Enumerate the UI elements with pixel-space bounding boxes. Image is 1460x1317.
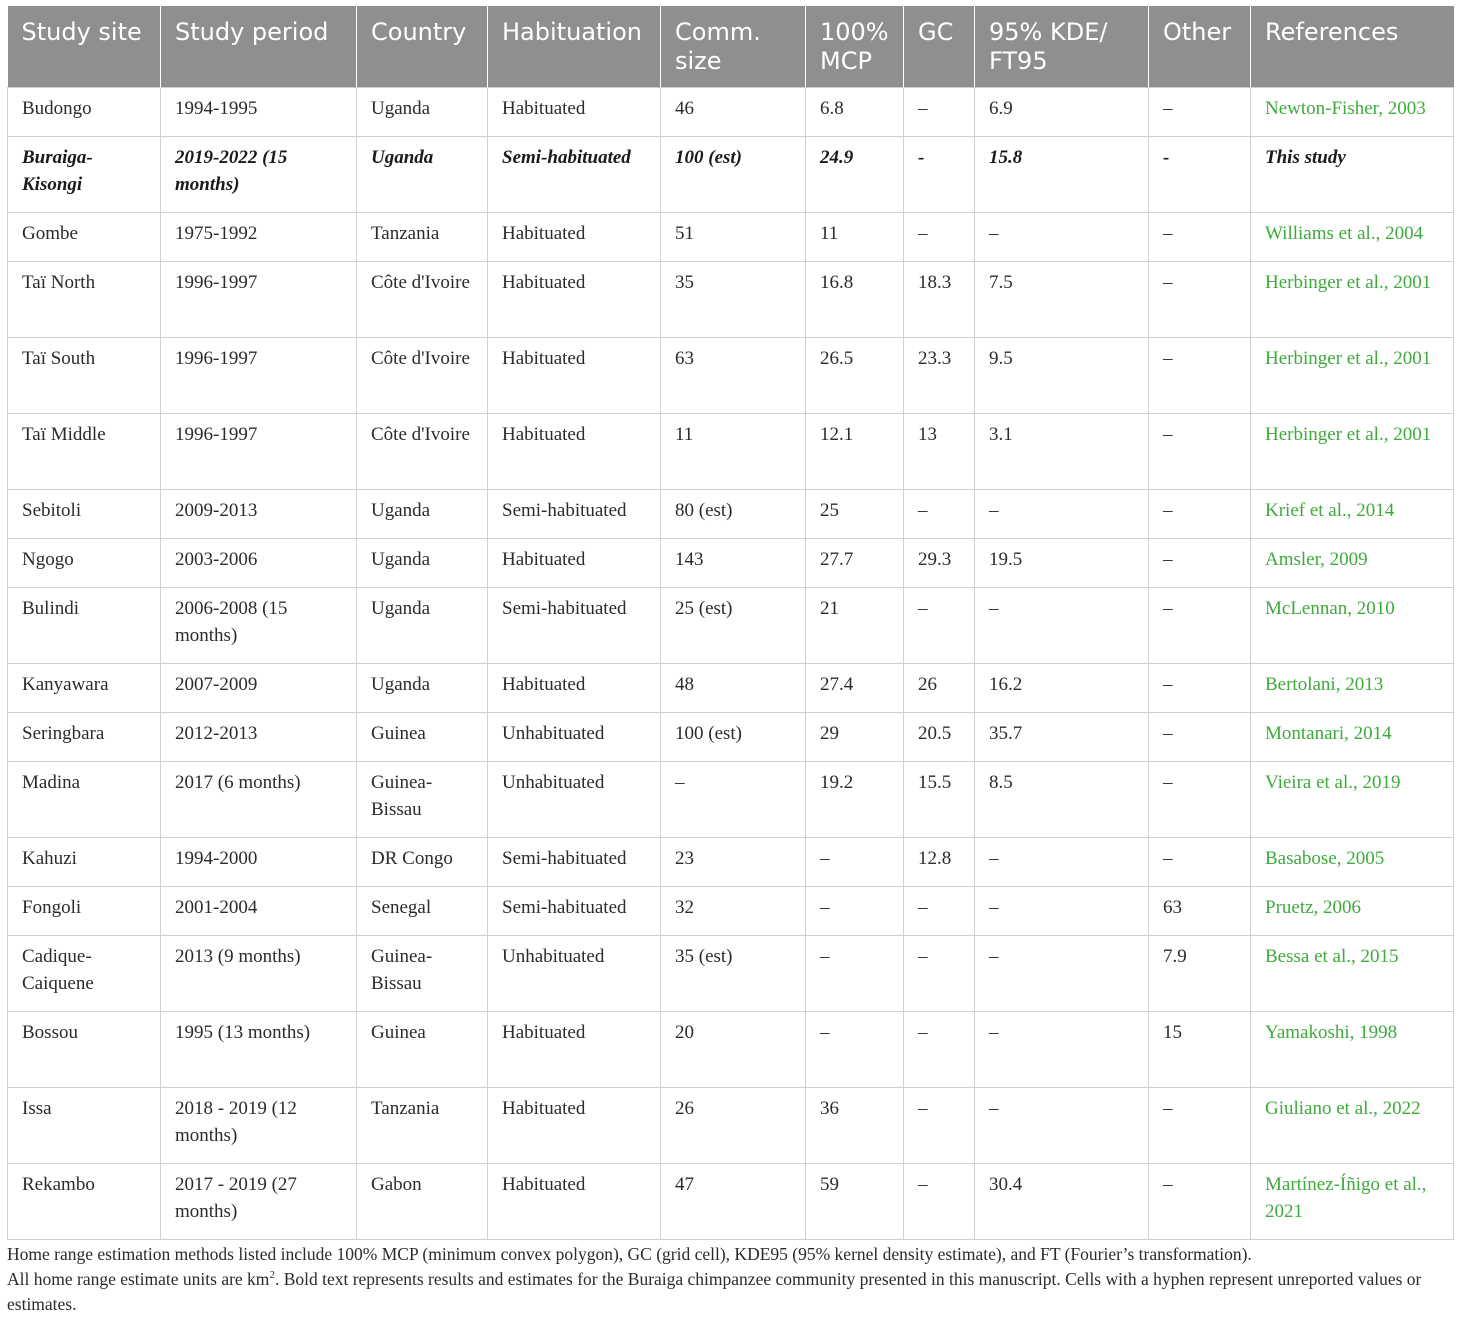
country-cell: Guinea bbox=[357, 713, 488, 762]
footnote-units bbox=[7, 1267, 1457, 1317]
footnote-methods: Home range estimation methods listed include 100% MCP (minimum convex polygon), GC (grid cell), KDE95 (95% kernel density estimate), and FT (Fourier’s transformation). bbox=[7, 1244, 1252, 1264]
table-row bbox=[8, 338, 1454, 414]
mcp-cell: 36 bbox=[806, 1088, 904, 1164]
period-cell: 1994-1995 bbox=[161, 88, 357, 137]
site-cell: Taï North bbox=[8, 262, 161, 338]
site-cell: Sebitoli bbox=[8, 490, 161, 539]
gc-cell: 12.8 bbox=[904, 838, 975, 887]
habituation-cell: Habituated bbox=[488, 338, 661, 414]
country-cell: Côte d'Ivoire bbox=[357, 338, 488, 414]
period-cell: 2009-2013 bbox=[161, 490, 357, 539]
reference-link[interactable]: Pruetz, 2006 bbox=[1251, 887, 1454, 936]
gc-cell: - bbox=[904, 137, 975, 213]
site-cell: Bossou bbox=[8, 1012, 161, 1088]
column-header-study-site: Study site bbox=[8, 6, 161, 88]
mcp-cell: 12.1 bbox=[806, 414, 904, 490]
gc-cell: – bbox=[904, 88, 975, 137]
comm-size-cell: – bbox=[661, 762, 806, 838]
habituation-cell: Semi-habituated bbox=[488, 838, 661, 887]
kde-cell: – bbox=[975, 213, 1149, 262]
reference-link[interactable]: McLennan, 2010 bbox=[1251, 588, 1454, 664]
table-row bbox=[8, 762, 1454, 838]
comm-size-cell: 63 bbox=[661, 338, 806, 414]
comm-size-cell: 100 (est) bbox=[661, 713, 806, 762]
kde-cell: – bbox=[975, 1088, 1149, 1164]
other-cell: – bbox=[1149, 88, 1251, 137]
column-header-gc: GC bbox=[904, 6, 975, 88]
table-row bbox=[8, 88, 1454, 137]
column-header-references: References bbox=[1251, 6, 1454, 88]
country-cell: Guinea-Bissau bbox=[357, 936, 488, 1012]
reference-link[interactable]: Herbinger et al., 2001 bbox=[1251, 414, 1454, 490]
reference-link[interactable]: Amsler, 2009 bbox=[1251, 539, 1454, 588]
habituation-cell: Habituated bbox=[488, 539, 661, 588]
comm-size-cell: 26 bbox=[661, 1088, 806, 1164]
other-cell: – bbox=[1149, 1164, 1251, 1240]
habituation-cell: Habituated bbox=[488, 664, 661, 713]
gc-cell: 26 bbox=[904, 664, 975, 713]
reference-link[interactable]: Basabose, 2005 bbox=[1251, 838, 1454, 887]
gc-cell: – bbox=[904, 490, 975, 539]
reference-link[interactable]: Montanari, 2014 bbox=[1251, 713, 1454, 762]
mcp-cell: 19.2 bbox=[806, 762, 904, 838]
period-cell: 2003-2006 bbox=[161, 539, 357, 588]
habituation-cell: Habituated bbox=[488, 1088, 661, 1164]
reference-link[interactable]: Vieira et al., 2019 bbox=[1251, 762, 1454, 838]
gc-cell: 23.3 bbox=[904, 338, 975, 414]
kde-cell: 16.2 bbox=[975, 664, 1149, 713]
site-cell: Buraiga-Kisongi bbox=[8, 137, 161, 213]
reference-link[interactable]: Herbinger et al., 2001 bbox=[1251, 262, 1454, 338]
other-cell: – bbox=[1149, 490, 1251, 539]
column-header-other: Other bbox=[1149, 6, 1251, 88]
other-cell: – bbox=[1149, 838, 1251, 887]
country-cell: Uganda bbox=[357, 88, 488, 137]
other-cell: - bbox=[1149, 137, 1251, 213]
gc-cell: – bbox=[904, 887, 975, 936]
comm-size-cell: 51 bbox=[661, 213, 806, 262]
gc-cell: 20.5 bbox=[904, 713, 975, 762]
table-row bbox=[8, 490, 1454, 539]
gc-cell: – bbox=[904, 1012, 975, 1088]
period-cell: 2012-2013 bbox=[161, 713, 357, 762]
gc-cell: 15.5 bbox=[904, 762, 975, 838]
other-cell: – bbox=[1149, 213, 1251, 262]
comm-size-cell: 23 bbox=[661, 838, 806, 887]
country-cell: Uganda bbox=[357, 588, 488, 664]
kde-cell: 15.8 bbox=[975, 137, 1149, 213]
reference-link[interactable]: Krief et al., 2014 bbox=[1251, 490, 1454, 539]
other-cell: – bbox=[1149, 414, 1251, 490]
other-cell: 63 bbox=[1149, 887, 1251, 936]
table-row bbox=[8, 664, 1454, 713]
table-row bbox=[8, 262, 1454, 338]
other-cell: – bbox=[1149, 664, 1251, 713]
period-cell: 1996-1997 bbox=[161, 338, 357, 414]
site-cell: Bulindi bbox=[8, 588, 161, 664]
mcp-cell: 25 bbox=[806, 490, 904, 539]
period-cell: 2017 (6 months) bbox=[161, 762, 357, 838]
site-cell: Rekambo bbox=[8, 1164, 161, 1240]
kde-cell: 6.9 bbox=[975, 88, 1149, 137]
site-cell: Madina bbox=[8, 762, 161, 838]
habituation-cell: Unhabituated bbox=[488, 936, 661, 1012]
home-range-table-container bbox=[7, 6, 1453, 1240]
country-cell: Côte d'Ivoire bbox=[357, 414, 488, 490]
reference-link[interactable]: Yamakoshi, 1998 bbox=[1251, 1012, 1454, 1088]
table-row bbox=[8, 1088, 1454, 1164]
habituation-cell: Habituated bbox=[488, 414, 661, 490]
mcp-cell: 16.8 bbox=[806, 262, 904, 338]
other-cell: – bbox=[1149, 262, 1251, 338]
country-cell: Guinea-Bissau bbox=[357, 762, 488, 838]
table-row bbox=[8, 588, 1454, 664]
period-cell: 2019-2022 (15 months) bbox=[161, 137, 357, 213]
habituation-cell: Unhabituated bbox=[488, 762, 661, 838]
mcp-cell: 27.7 bbox=[806, 539, 904, 588]
gc-cell: – bbox=[904, 1088, 975, 1164]
reference-link: This study bbox=[1251, 137, 1454, 213]
comm-size-cell: 35 bbox=[661, 262, 806, 338]
comm-size-cell: 143 bbox=[661, 539, 806, 588]
habituation-cell: Semi-habituated bbox=[488, 137, 661, 213]
column-header-habituation: Habituation bbox=[488, 6, 661, 88]
mcp-cell: – bbox=[806, 1012, 904, 1088]
period-cell: 2007-2009 bbox=[161, 664, 357, 713]
comm-size-cell: 35 (est) bbox=[661, 936, 806, 1012]
period-cell: 1975-1992 bbox=[161, 213, 357, 262]
mcp-cell: – bbox=[806, 887, 904, 936]
country-cell: Tanzania bbox=[357, 213, 488, 262]
reference-link[interactable]: Giuliano et al., 2022 bbox=[1251, 1088, 1454, 1164]
comm-size-cell: 20 bbox=[661, 1012, 806, 1088]
kde-cell: – bbox=[975, 1012, 1149, 1088]
habituation-cell: Semi-habituated bbox=[488, 887, 661, 936]
mcp-cell: 26.5 bbox=[806, 338, 904, 414]
gc-cell: – bbox=[904, 588, 975, 664]
period-cell: 2001-2004 bbox=[161, 887, 357, 936]
home-range-table bbox=[7, 6, 1454, 1240]
site-cell: Budongo bbox=[8, 88, 161, 137]
period-cell: 1996-1997 bbox=[161, 414, 357, 490]
kde-cell: 19.5 bbox=[975, 539, 1149, 588]
kde-cell: 8.5 bbox=[975, 762, 1149, 838]
kde-cell: 7.5 bbox=[975, 262, 1149, 338]
kde-cell: – bbox=[975, 838, 1149, 887]
table-row bbox=[8, 137, 1454, 213]
other-cell: – bbox=[1149, 762, 1251, 838]
site-cell: Ngogo bbox=[8, 539, 161, 588]
reference-link[interactable]: Herbinger et al., 2001 bbox=[1251, 338, 1454, 414]
country-cell: Côte d'Ivoire bbox=[357, 262, 488, 338]
table-row bbox=[8, 936, 1454, 1012]
habituation-cell: Semi-habituated bbox=[488, 490, 661, 539]
habituation-cell: Habituated bbox=[488, 1012, 661, 1088]
table-row bbox=[8, 1012, 1454, 1088]
table-row bbox=[8, 1164, 1454, 1240]
comm-size-cell: 25 (est) bbox=[661, 588, 806, 664]
comm-size-cell: 11 bbox=[661, 414, 806, 490]
comm-size-cell: 48 bbox=[661, 664, 806, 713]
table-row bbox=[8, 213, 1454, 262]
column-header-study-period: Study period bbox=[161, 6, 357, 88]
reference-link[interactable]: Bessa et al., 2015 bbox=[1251, 936, 1454, 1012]
kde-cell: – bbox=[975, 588, 1149, 664]
site-cell: Seringbara bbox=[8, 713, 161, 762]
habituation-cell: Habituated bbox=[488, 213, 661, 262]
habituation-cell: Semi-habituated bbox=[488, 588, 661, 664]
mcp-cell: – bbox=[806, 838, 904, 887]
table-row bbox=[8, 539, 1454, 588]
table-row bbox=[8, 414, 1454, 490]
table-row bbox=[8, 713, 1454, 762]
mcp-cell: 11 bbox=[806, 213, 904, 262]
period-cell: 1994-2000 bbox=[161, 838, 357, 887]
period-cell: 2018 - 2019 (12 months) bbox=[161, 1088, 357, 1164]
table-body bbox=[8, 88, 1454, 1240]
kde-cell: – bbox=[975, 490, 1149, 539]
country-cell: DR Congo bbox=[357, 838, 488, 887]
site-cell: Fongoli bbox=[8, 887, 161, 936]
other-cell: – bbox=[1149, 1088, 1251, 1164]
site-cell: Kahuzi bbox=[8, 838, 161, 887]
reference-link[interactable]: Newton-Fisher, 2003 bbox=[1251, 88, 1454, 137]
gc-cell: 13 bbox=[904, 414, 975, 490]
reference-link[interactable]: Martínez-Íñigo et al., 2021 bbox=[1251, 1164, 1454, 1240]
kde-cell: 9.5 bbox=[975, 338, 1149, 414]
table-footnote bbox=[7, 1242, 1457, 1317]
comm-size-cell: 46 bbox=[661, 88, 806, 137]
other-cell: – bbox=[1149, 713, 1251, 762]
period-cell: 2013 (9 months) bbox=[161, 936, 357, 1012]
mcp-cell: 24.9 bbox=[806, 137, 904, 213]
table-row bbox=[8, 838, 1454, 887]
footnote-units-text: All home range estimate units are km bbox=[7, 1269, 270, 1289]
reference-link[interactable]: Williams et al., 2004 bbox=[1251, 213, 1454, 262]
footnote-units-rest: . Bold text represents results and estimates for the Buraiga chimpanzee community presented in this manuscript. Cells with a hyphen represent unreported values or estimates. bbox=[7, 1269, 1422, 1314]
other-cell: – bbox=[1149, 539, 1251, 588]
habituation-cell: Unhabituated bbox=[488, 713, 661, 762]
habituation-cell: Habituated bbox=[488, 88, 661, 137]
habituation-cell: Habituated bbox=[488, 262, 661, 338]
site-cell: Taï South bbox=[8, 338, 161, 414]
footnote-units-superscript: 2 bbox=[269, 1269, 275, 1282]
site-cell: Kanyawara bbox=[8, 664, 161, 713]
kde-cell: 3.1 bbox=[975, 414, 1149, 490]
site-cell: Gombe bbox=[8, 213, 161, 262]
column-header-comm-size: Comm. size bbox=[661, 6, 806, 88]
country-cell: Uganda bbox=[357, 664, 488, 713]
gc-cell: 18.3 bbox=[904, 262, 975, 338]
habituation-cell: Habituated bbox=[488, 1164, 661, 1240]
country-cell: Uganda bbox=[357, 490, 488, 539]
kde-cell: – bbox=[975, 936, 1149, 1012]
other-cell: 7.9 bbox=[1149, 936, 1251, 1012]
site-cell: Issa bbox=[8, 1088, 161, 1164]
country-cell: Gabon bbox=[357, 1164, 488, 1240]
mcp-cell: – bbox=[806, 936, 904, 1012]
country-cell: Uganda bbox=[357, 137, 488, 213]
gc-cell: – bbox=[904, 936, 975, 1012]
mcp-cell: 29 bbox=[806, 713, 904, 762]
comm-size-cell: 32 bbox=[661, 887, 806, 936]
gc-cell: 29.3 bbox=[904, 539, 975, 588]
kde-cell: 30.4 bbox=[975, 1164, 1149, 1240]
kde-cell: – bbox=[975, 887, 1149, 936]
period-cell: 1996-1997 bbox=[161, 262, 357, 338]
column-header-mcp: 100% MCP bbox=[806, 6, 904, 88]
comm-size-cell: 100 (est) bbox=[661, 137, 806, 213]
period-cell: 2006-2008 (15 months) bbox=[161, 588, 357, 664]
other-cell: – bbox=[1149, 588, 1251, 664]
reference-link[interactable]: Bertolani, 2013 bbox=[1251, 664, 1454, 713]
other-cell: 15 bbox=[1149, 1012, 1251, 1088]
comm-size-cell: 80 (est) bbox=[661, 490, 806, 539]
comm-size-cell: 47 bbox=[661, 1164, 806, 1240]
mcp-cell: 59 bbox=[806, 1164, 904, 1240]
kde-cell: 35.7 bbox=[975, 713, 1149, 762]
country-cell: Uganda bbox=[357, 539, 488, 588]
site-cell: Cadique-Caiquene bbox=[8, 936, 161, 1012]
country-cell: Senegal bbox=[357, 887, 488, 936]
header-row bbox=[8, 6, 1454, 88]
gc-cell: – bbox=[904, 1164, 975, 1240]
other-cell: – bbox=[1149, 338, 1251, 414]
mcp-cell: 21 bbox=[806, 588, 904, 664]
period-cell: 1995 (13 months) bbox=[161, 1012, 357, 1088]
mcp-cell: 27.4 bbox=[806, 664, 904, 713]
table-row bbox=[8, 887, 1454, 936]
site-cell: Taï Middle bbox=[8, 414, 161, 490]
gc-cell: – bbox=[904, 213, 975, 262]
country-cell: Tanzania bbox=[357, 1088, 488, 1164]
period-cell: 2017 - 2019 (27 months) bbox=[161, 1164, 357, 1240]
country-cell: Guinea bbox=[357, 1012, 488, 1088]
mcp-cell: 6.8 bbox=[806, 88, 904, 137]
column-header-kde: 95% KDE/ FT95 bbox=[975, 6, 1149, 88]
column-header-country: Country bbox=[357, 6, 488, 88]
